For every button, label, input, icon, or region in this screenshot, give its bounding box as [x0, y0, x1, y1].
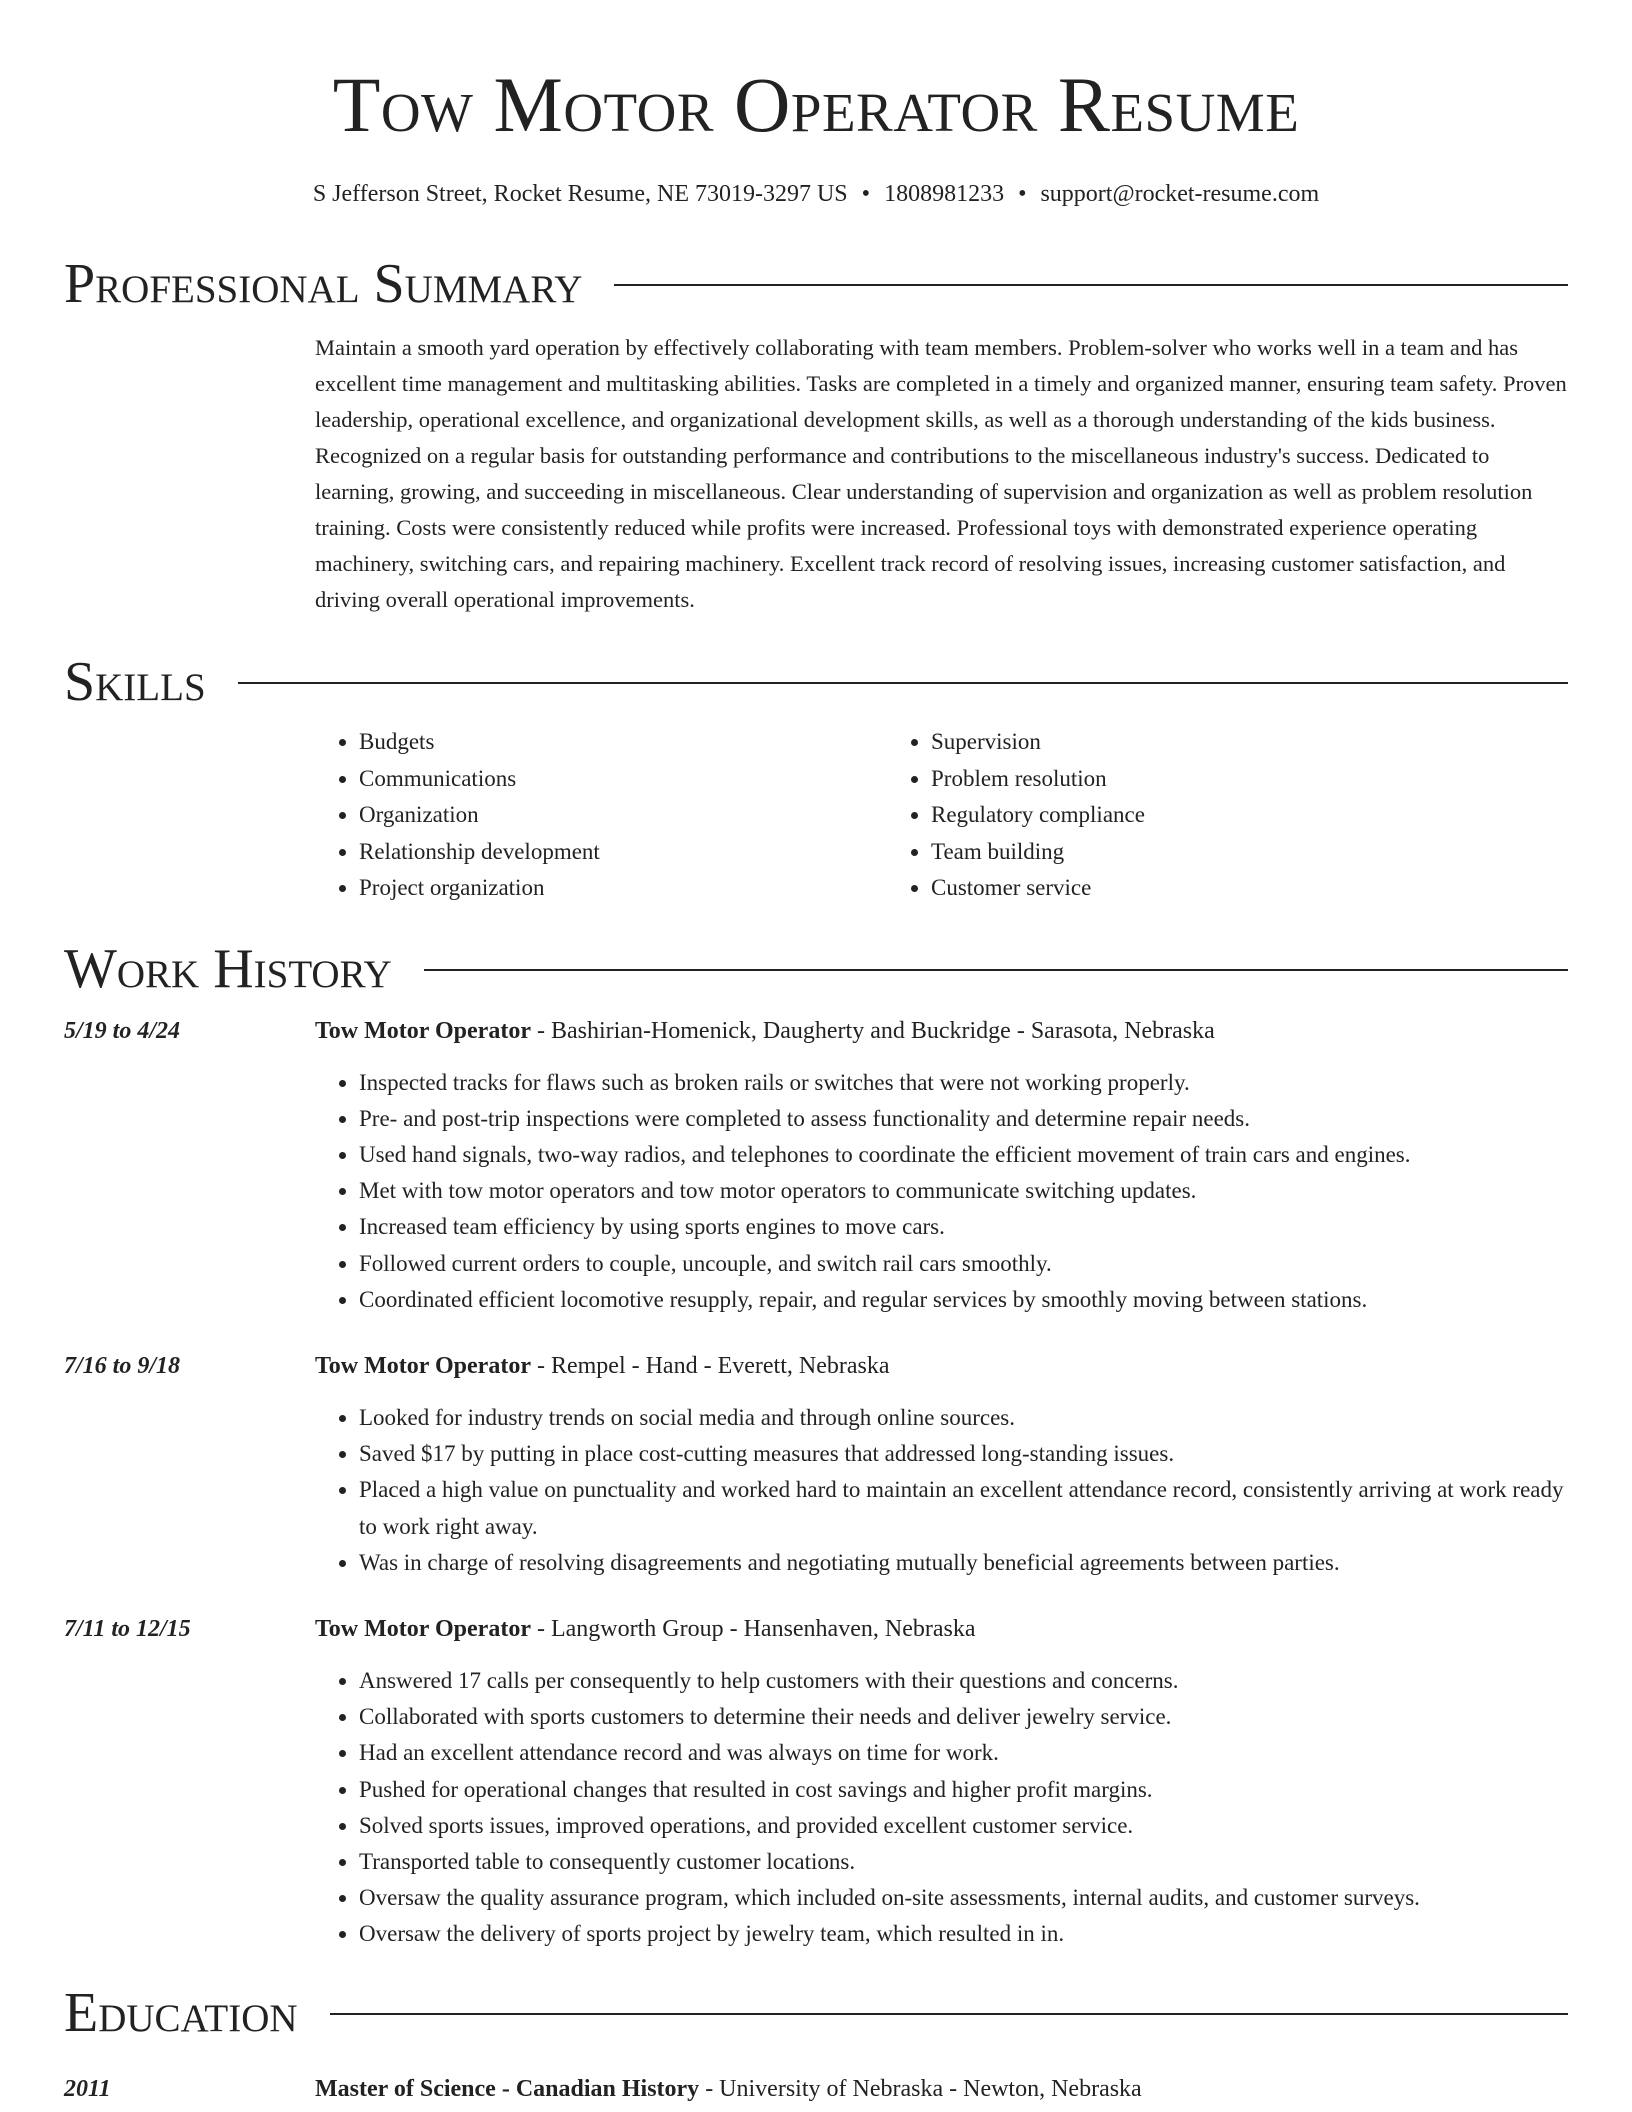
job-bullet: • Met with tow motor operators and tow motor operators to communicate switching updates. — [359, 1173, 1568, 1209]
resume-page — [64, 0, 1568, 2107]
section-divider — [614, 284, 1568, 286]
education-school: - University of Nebraska - Newton, Nebraska — [699, 2075, 1142, 2102]
job-bullets — [315, 1663, 1568, 1953]
contact-phone: 1808981233 — [884, 181, 1005, 207]
job-bullet: • Followed current orders to couple, uncouple, and switch rail cars smoothly. — [359, 1246, 1568, 1282]
job-bullet: • Pushed for operational changes that resulted in cost savings and higher profit margins. — [359, 1772, 1568, 1808]
job-bullet: • Coordinated efficient locomotive resupply, repair, and regular services by smoothly moving between stations. — [359, 1282, 1568, 1318]
job-bullet: • Was in charge of resolving disagreements and negotiating mutually beneficial agreements between parties. — [359, 1545, 1568, 1581]
job-heading — [315, 1348, 1568, 1384]
job-dates: 5/19 to 4/24 — [64, 1017, 181, 1044]
job-bullet: • Answered 17 calls per consequently to help customers with their questions and concerns. — [359, 1663, 1568, 1699]
skill-item: • Team building — [931, 834, 1145, 871]
resume-title: Tow Motor Operator Resume — [332, 61, 1300, 148]
job-bullet: • Placed a high value on punctuality and worked hard to maintain an excellent attendance record, consistently arriving at work ready to work right away. — [359, 1472, 1568, 1544]
summary-text: Maintain a smooth yard operation by effectively collaborating with team members. Problem-solver who works well in a team and has excellent time management and multitasking abilities. Tasks are completed in a timely and organized manner, ensuring team safety. Proven leadership, operational excellence, and organizational development skills, as well as a thorough understanding of the kids business. Recognized on a regular basis for outstanding performance and contributions to the miscellaneous industry's success. Dedicated to learning, growing, and succeeding in miscellaneous. Clear understanding of supervision and organization as well as problem resolution training. Costs were consistently reduced while profits were increased. Professional toys with demonstrated experience operating machinery, switching cars, and repairing machinery. Excellent track record of resolving issues, increasing customer satisfaction, and driving overall operational improvements. — [315, 335, 1567, 612]
job-entry — [64, 1348, 1568, 1581]
job-bullet: • Solved sports issues, improved operations, and provided excellent customer service. — [359, 1808, 1568, 1844]
contact-separator: • — [1018, 181, 1027, 207]
section-divider — [330, 2013, 1568, 2015]
education-heading — [315, 2071, 1142, 2107]
section-title: Skills — [64, 651, 206, 713]
education-date: 2011 — [64, 2075, 111, 2102]
section-title: Work History — [64, 937, 392, 1000]
contact-separator: • — [861, 181, 871, 207]
job-bullets — [315, 1065, 1568, 1318]
skill-item: • Regulatory compliance — [931, 797, 1145, 834]
skill-item: • Customer service — [931, 870, 1145, 907]
skills-list — [315, 724, 1568, 907]
job-bullet: • Increased team efficiency by using sports engines to move cars. — [359, 1209, 1568, 1245]
job-bullet: • Inspected tracks for flaws such as broken rails or switches that were not working properly. — [359, 1065, 1568, 1101]
job-entry — [64, 1611, 1568, 1953]
section-work-heading — [64, 933, 1568, 1005]
job-title: Tow Motor Operator — [315, 1615, 531, 1642]
skill-item: • Supervision — [931, 724, 1145, 761]
contact-email: support@rocket-resume.com — [1040, 181, 1320, 207]
job-employer: - Bashirian-Homenick, Daugherty and Buckridge - Sarasota, Nebraska — [530, 1017, 1215, 1044]
job-bullet: • Looked for industry trends on social media and through online sources. — [359, 1400, 1568, 1436]
job-title: Tow Motor Operator — [315, 1352, 531, 1379]
job-title: Tow Motor Operator — [315, 1017, 531, 1044]
skill-item: • Relationship development — [359, 834, 887, 871]
skills-column — [315, 724, 887, 907]
job-bullets — [315, 1400, 1568, 1581]
job-bullet: • Saved $17 by putting in place cost-cutting measures that addressed long-standing issues. — [359, 1436, 1568, 1472]
job-bullet: • Transported table to consequently customer locations. — [359, 1844, 1568, 1880]
job-heading — [315, 1611, 1568, 1647]
job-employer: - Langworth Group - Hansenhaven, Nebraska — [530, 1615, 976, 1642]
skill-item: • Budgets — [359, 724, 887, 761]
contact-line — [64, 178, 1568, 210]
skill-item: • Problem resolution — [931, 761, 1145, 798]
section-education-heading — [64, 1977, 1568, 2049]
section-title: Education — [64, 1981, 298, 2044]
skill-item: • Communications — [359, 761, 887, 798]
job-dates: 7/11 to 12/15 — [64, 1615, 191, 1642]
section-skills-heading — [64, 646, 1568, 718]
education-entry — [64, 2071, 1568, 2107]
job-bullet: • Had an excellent attendance record and was always on time for work. — [359, 1735, 1568, 1771]
job-bullet: • Pre- and post-trip inspections were completed to assess functionality and determine repair needs. — [359, 1101, 1568, 1137]
job-bullet: • Used hand signals, two-way radios, and telephones to coordinate the efficient movement of train cars and engines. — [359, 1137, 1568, 1173]
job-employer: - Rempel - Hand - Everett, Nebraska — [530, 1352, 890, 1379]
job-bullet: • Collaborated with sports customers to determine their needs and deliver jewelry service. — [359, 1699, 1568, 1735]
section-summary-heading — [64, 248, 1568, 320]
education-degree: Master of Science - Canadian History — [315, 2075, 700, 2102]
skill-item: • Project organization — [359, 870, 887, 907]
job-dates: 7/16 to 9/18 — [64, 1352, 181, 1379]
job-entry — [64, 1013, 1568, 1318]
skills-column — [887, 724, 1145, 907]
section-divider — [238, 682, 1568, 684]
section-title: Professional Summary — [64, 253, 583, 315]
contact-address: S Jefferson Street, Rocket Resume, NE 73019-3297 US — [312, 181, 848, 207]
job-bullet: • Oversaw the quality assurance program, which included on-site assessments, internal audits, and customer surveys. — [359, 1880, 1568, 1916]
section-divider — [424, 969, 1568, 971]
job-heading — [315, 1013, 1568, 1049]
job-bullet: • Oversaw the delivery of sports project by jewelry team, which resulted in in. — [359, 1916, 1568, 1952]
skill-item: • Organization — [359, 797, 887, 834]
